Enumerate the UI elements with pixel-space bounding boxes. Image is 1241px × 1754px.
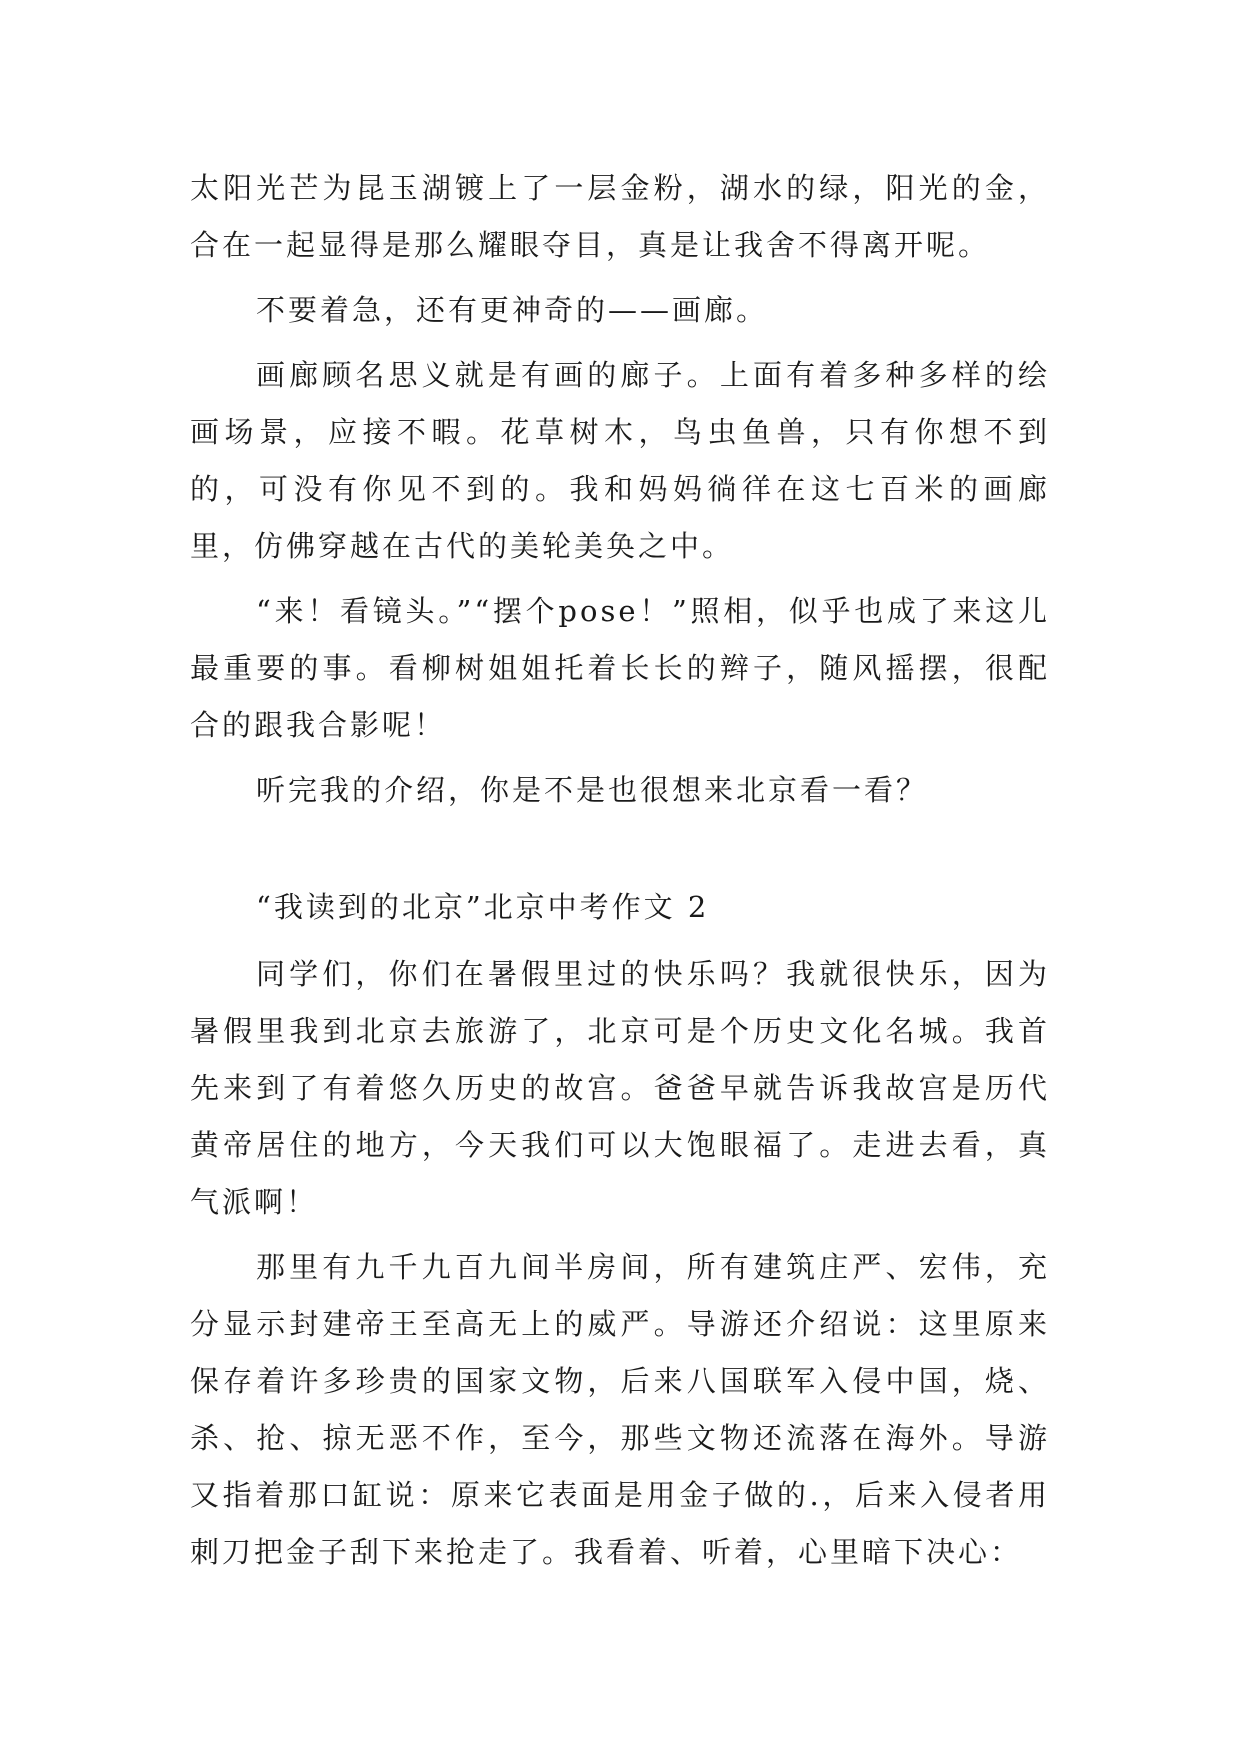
document-page bbox=[190, 160, 1050, 1589]
paragraph-gallery-intro: 不要着急，还有更神奇的——画廊。 bbox=[256, 293, 769, 327]
paragraph-photo: “来！看镜头。”“摆个pose！”照相，似乎也成了来这儿最重要的事。看柳树姐姐托着长长的辫子，随风摇摆，很配合的跟我合影呢！ bbox=[190, 594, 1050, 742]
paragraph-palace-rooms: 那里有九千九百九间半房间，所有建筑庄严、宏伟，充分显示封建帝王至高无上的威严。导游还介绍说：这里原来保存着许多珍贵的国家文物，后来八国联军入侵中国，烧、杀、抢、掠无恶不作，至今，那些文物还流落在海外。导游又指着那口缸说：原来它表面是用金子做的.，后来入侵者用刺刀把金子刮下来抢走了。我看着、听着，心里暗下决心： bbox=[190, 1250, 1050, 1569]
paragraph-closing-question: 听完我的介绍，你是不是也很想来北京看一看？ bbox=[256, 773, 929, 807]
paragraph-summer-trip: 同学们，你们在暑假里过的快乐吗？我就很快乐，因为暑假里我到北京去旅游了，北京可是个历史文化名城。我首先来到了有着悠久历史的故宫。爸爸早就告诉我故宫是历代黄帝居住的地方，今天我们可以大饱眼福了。走进去看，真气派啊！ bbox=[190, 957, 1050, 1219]
paragraph-kunyu-lake: 太阳光芒为昆玉湖镀上了一层金粉，湖水的绿，阳光的金，合在一起显得是那么耀眼夺目，真是让我舍不得离开呢。 bbox=[190, 171, 1050, 262]
section-title: “我读到的北京”北京中考作文 2 bbox=[256, 890, 710, 924]
paragraph-gallery-description: 画廊顾名思义就是有画的廊子。上面有着多种多样的绘画场景，应接不暇。花草树木，鸟虫鱼兽，只有你想不到的，可没有你见不到的。我和妈妈徜徉在这七百米的画廊里，仿佛穿越在古代的美轮美奂之中。 bbox=[190, 358, 1050, 563]
